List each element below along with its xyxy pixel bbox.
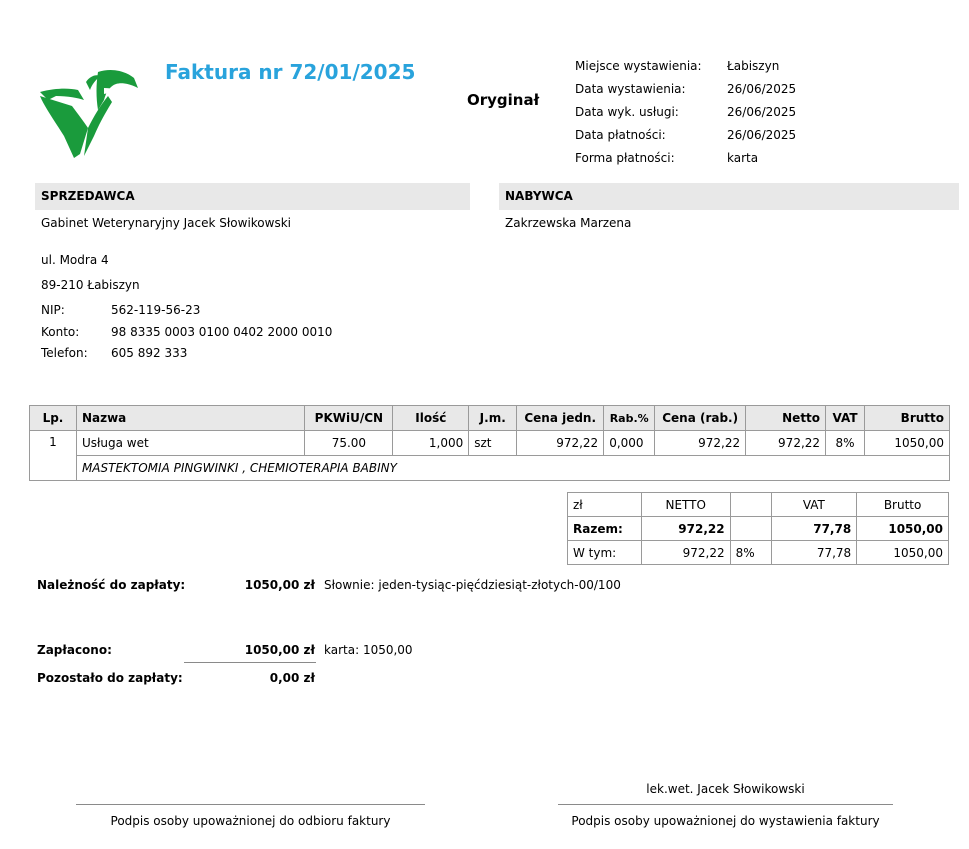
seller-phone: Telefon: 605 892 333	[41, 346, 188, 360]
col-discount: Rab.%	[604, 406, 655, 431]
col-net: Netto	[746, 406, 826, 431]
col-vat: VAT	[826, 406, 865, 431]
seller-street: ul. Modra 4	[41, 253, 109, 267]
buyer-name: Zakrzewska Marzena	[505, 216, 632, 230]
remaining-label: Pozostało do zapłaty:	[37, 671, 183, 685]
remaining-amount: 0,00 zł	[269, 671, 315, 685]
paid-label: Zapłacono:	[37, 643, 112, 657]
meta-value: karta	[727, 151, 759, 165]
seller-heading: SPRZEDAWCA	[35, 183, 470, 210]
seller-name: Gabinet Weterynaryjny Jacek Słowikowski	[41, 216, 291, 230]
col-price: Cena jedn.	[517, 406, 604, 431]
buyer-heading: NABYWCA	[499, 183, 959, 210]
items-header-row	[30, 406, 950, 431]
receiver-signature-caption: Podpis osoby upoważnionej do odbioru faktury	[110, 814, 391, 828]
due-amount: 1050,00 zł	[244, 578, 315, 592]
table-row: 1 Usługa wet 75.00 1,000 szt 972,22 0,000 972,22 972,22 8% 1050,00	[30, 431, 950, 456]
vat-summary-table	[567, 492, 949, 565]
items-table	[29, 405, 950, 481]
issuer-signature-line	[558, 804, 893, 805]
meta-value: 26/06/2025	[727, 105, 797, 119]
summary-total-row: Razem: 972,22 77,78 1050,00	[568, 517, 949, 541]
col-lp: Lp.	[30, 406, 77, 431]
divider	[184, 662, 316, 663]
col-gross: Brutto	[865, 406, 950, 431]
seller-account: Konto: 98 8335 0003 0100 0402 2000 0010	[41, 325, 333, 339]
meta-label: Data płatności:	[575, 128, 666, 142]
invoice-meta	[575, 59, 796, 174]
col-name: Nazwa	[76, 406, 304, 431]
seller-city: 89-210 Łabiszyn	[41, 278, 140, 292]
issuer-name: lek.wet. Jacek Słowikowski	[646, 782, 805, 796]
seller-nip: NIP: 562-119-56-23	[41, 303, 201, 317]
meta-value: 26/06/2025	[727, 128, 797, 142]
col-pkwiu: PKWiU/CN	[305, 406, 393, 431]
meta-label: Data wystawienia:	[575, 82, 686, 96]
meta-label: Forma płatności:	[575, 151, 675, 165]
meta-value: 26/06/2025	[727, 82, 797, 96]
item-description: MASTEKTOMIA PINGWINKI , CHEMIOTERAPIA BABINY	[76, 456, 949, 481]
invoice-title: Faktura nr 72/01/2025	[165, 60, 416, 84]
due-label: Należność do zapłaty:	[37, 578, 186, 592]
meta-label: Miejsce wystawienia:	[575, 59, 702, 73]
issuer-signature-caption: Podpis osoby upoważnionej do wystawienia faktury	[571, 814, 880, 828]
meta-value: Łabiszyn	[727, 59, 780, 73]
meta-label: Data wyk. usługi:	[575, 105, 679, 119]
col-price-disc: Cena (rab.)	[655, 406, 746, 431]
due-words: Słownie: jeden-tysiąc-pięćdziesiąt-złotych-00/100	[324, 578, 621, 592]
col-unit: J.m.	[469, 406, 517, 431]
col-qty: Ilość	[393, 406, 469, 431]
table-row-description	[30, 456, 950, 481]
paid-method: karta: 1050,00	[324, 643, 413, 657]
paid-amount: 1050,00 zł	[244, 643, 315, 657]
receiver-signature-line	[76, 804, 425, 805]
veterinary-logo-icon	[38, 66, 140, 160]
summary-sub-row: W tym: 972,22 8% 77,78 1050,00	[568, 541, 949, 565]
summary-header-row: zł NETTO VAT Brutto	[568, 493, 949, 517]
copy-label: Oryginał	[467, 91, 540, 109]
